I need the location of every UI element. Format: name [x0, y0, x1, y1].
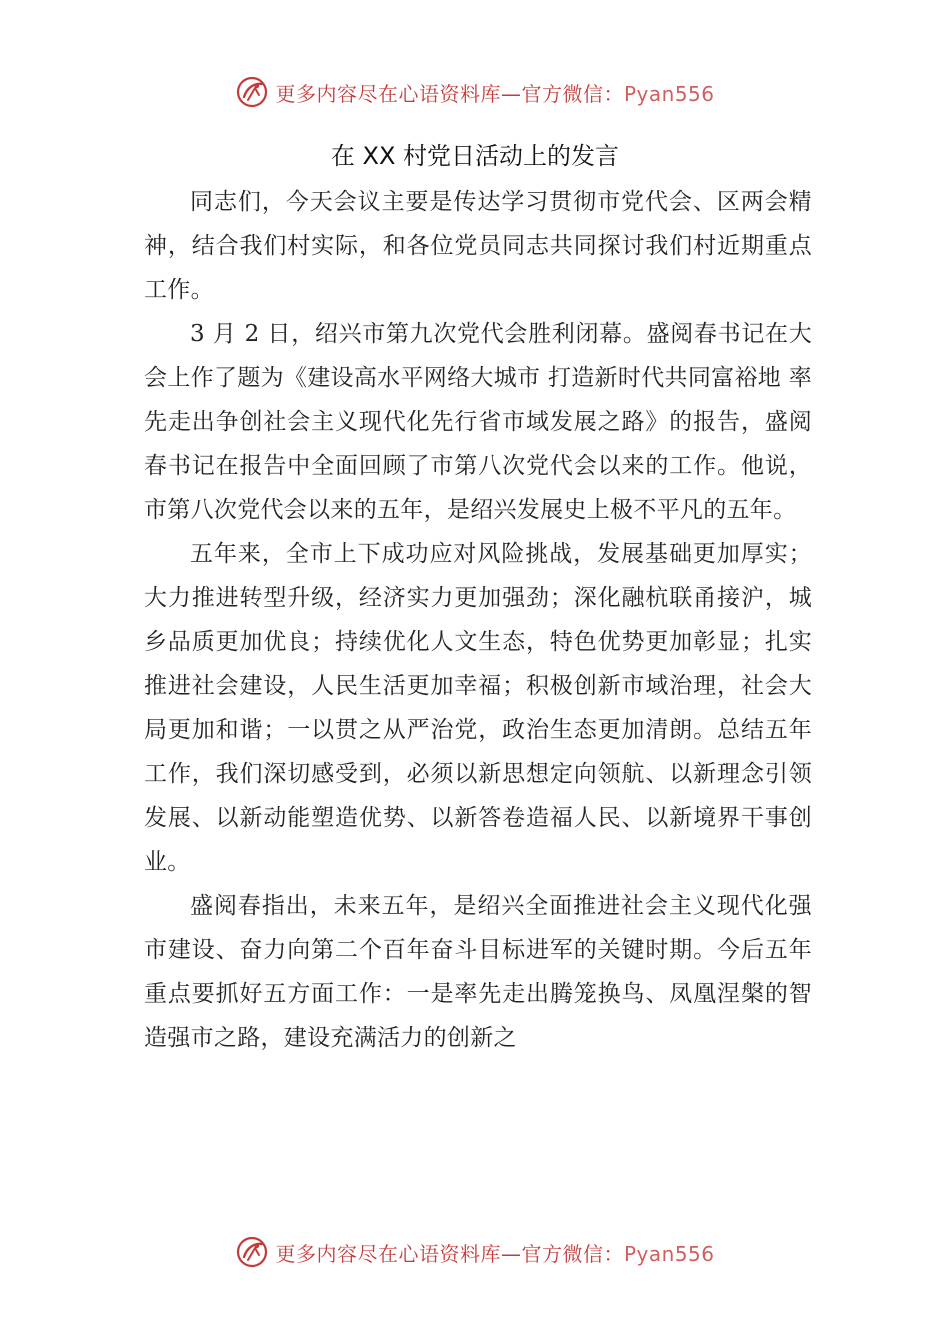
paragraph-1: 同志们，今天会议主要是传达学习贯彻市党代会、区两会精神，结合我们村实际，和各位党员同志共同探讨我们村近期重点工作。 — [144, 189, 812, 303]
footer-banner-text: 更多内容尽在心语资料库—官方微信：Pyan556 — [275, 1241, 715, 1266]
paragraph-3: 五年来，全市上下成功应对风险挑战，发展基础更加厚实；大力推进转型升级，经济实力更加强劲；深化融杭联甬接沪，城乡品质更加优良；持续优化人文生态，特色优势更加彰显；扎实推进社会建设，人民生活更加幸福；积极创新市域治理，社会大局更加和谐；一以贯之从严治党，政治生态更加清朗。总结五年工作，我们深切感受到，必须以新思想定向领航、以新理念引领发展、以新动能塑造优势、以新答卷造福人民、以新境界干事创业。 — [144, 541, 812, 875]
paragraph-2: 3 月 2 日，绍兴市第九次党代会胜利闭幕。盛阅春书记在大会上作了题为《建设高水平网络大城市 打造新时代共同富裕地 率先走出争创社会主义现代化先行省市域发展之路》的报告，盛阅春书记在报告中全面回顾了市第八次党代会以来的工作。他说，市第八次党代会以来的五年，是绍兴发展史上极不平凡的五年。 — [144, 321, 812, 523]
library-logo-icon — [235, 75, 269, 109]
header-wechat-id: Pyan556 — [623, 81, 715, 106]
footer-banner — [0, 1232, 950, 1272]
document-body — [144, 180, 812, 1060]
header-banner — [0, 72, 950, 112]
footer-wechat-id: Pyan556 — [623, 1241, 715, 1266]
paragraph-4: 盛阅春指出，未来五年，是绍兴全面推进社会主义现代化强市建设、奋力向第二个百年奋斗目标进军的关键时期。今后五年重点要抓好五方面工作：一是率先走出腾笼换鸟、凤凰涅槃的智造强市之路，建设充满活力的创新之 — [144, 893, 812, 1051]
library-logo-icon — [235, 1235, 269, 1269]
header-banner-text: 更多内容尽在心语资料库—官方微信：Pyan556 — [275, 81, 715, 106]
document-title: 在 XX 村党日活动上的发言 — [330, 142, 620, 170]
